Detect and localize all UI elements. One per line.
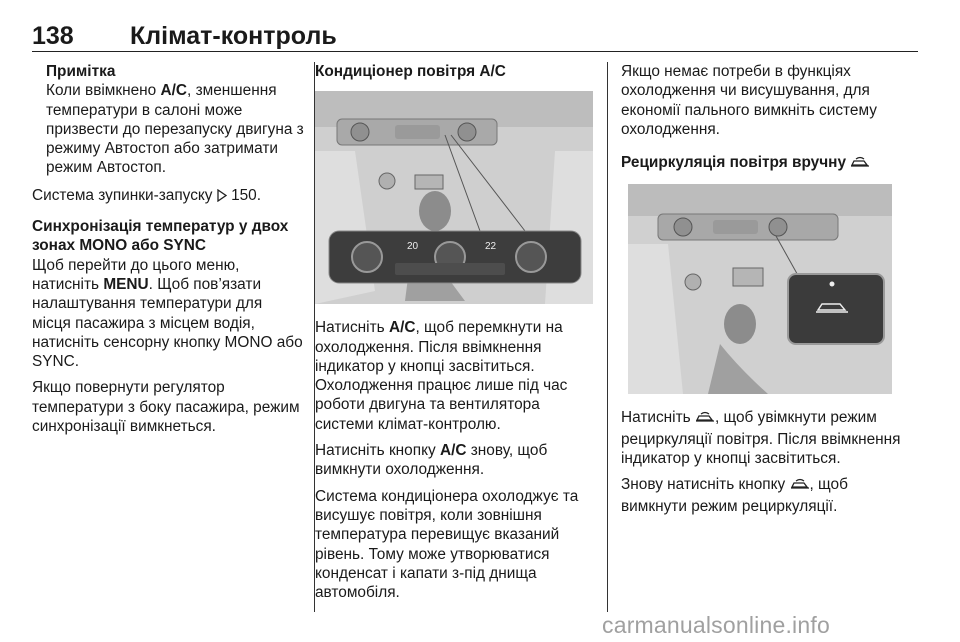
note-text	[46, 81, 304, 177]
sync-paragraph-2: Якщо повернути регулятор температури з боку пасажира, режим синхронізації вимкнеться.	[32, 379, 300, 436]
column-2	[315, 62, 595, 609]
recirc-heading	[621, 153, 911, 174]
page-number: 138	[32, 22, 74, 50]
ac-text-part: знову, щоб вимкнути охолодження.	[315, 442, 548, 479]
recirc-text-part: , щоб увімкнути режим рециркуляції повітря. Після ввімкнення індикатор у кнопці засвітиться.	[621, 409, 901, 468]
column-3	[621, 62, 911, 523]
ac-text-part: , щоб перемкнути на охолодження. Після ввімкнення індикатор у кнопці засвітиться. Охолодження працює лише під час роботи двигуна та вентилятора системи клімат-контролю.	[315, 319, 568, 433]
sync-text-part: . Щоб пов’язати налаштування температури для місця пасажира з місцем водія, натисніть сенсорну кнопку MONO або SYNC.	[32, 275, 303, 371]
triangle-ref-icon	[217, 188, 227, 207]
recirculation-car-icon	[695, 410, 715, 429]
column-divider-2	[607, 62, 608, 612]
ac-paragraph-2	[315, 441, 595, 480]
ac-control-panel-figure	[315, 91, 593, 304]
figure-temp-right: 22	[485, 241, 497, 253]
note-block	[32, 62, 304, 178]
recirculation-button-figure	[621, 184, 899, 394]
ac-paragraph-1	[315, 318, 595, 434]
recirc-heading-text: Рециркуляція повітря вручну	[621, 154, 847, 172]
note-text-part: Коли ввімкнено	[46, 82, 161, 100]
ac-text-part: Натисніть кнопку	[315, 442, 440, 460]
ac-text-part: Натисніть	[315, 319, 389, 337]
note-text-part: , зменшення температури в салоні може призвести до перезапуску двигуна з режиму Автостоп або затримати режим Автостоп.	[46, 82, 304, 177]
recirc-paragraph-2	[621, 475, 911, 516]
watermark: carmanualsonline.info	[602, 612, 830, 638]
recirc-text-part: , щоб вимкнути режим рециркуляції.	[621, 476, 848, 515]
ac-label: A/C	[160, 82, 188, 100]
header-rule	[32, 51, 918, 52]
column-1	[32, 62, 304, 443]
recirc-paragraph-1	[621, 408, 911, 468]
recirc-text-part: Натисніть	[621, 409, 695, 427]
page-header	[32, 22, 918, 54]
ac-label: A/C	[388, 319, 416, 337]
stopstart-ref	[32, 186, 304, 207]
sync-heading: Синхронізація температур у двох зонах MONO або SYNC	[32, 218, 289, 255]
stopstart-page[interactable]: 150.	[231, 186, 262, 204]
ac-heading: Кондиціонер повітря A/C	[315, 63, 506, 80]
ac-paragraph-3: Система кондиціонера охолоджує та висушує повітря, коли зовнішня температура перевищує вказаний рівень. Тому може утворюватися конденсат і капати з-під днища автомобіля.	[315, 487, 579, 602]
ac-label: A/C	[439, 442, 467, 460]
sync-text-part: Щоб перейти до цього меню, натисніть	[32, 256, 240, 293]
chapter-title: Клімат-контроль	[130, 22, 337, 50]
cooling-paragraph: Якщо немає потреби в функціях охолодження чи висушування, для економії пального вимкніть систему охолодження.	[621, 63, 877, 138]
note-title: Примітка	[46, 63, 116, 80]
menu-label: MENU	[103, 275, 149, 293]
sync-paragraph-1	[32, 256, 304, 372]
recirc-text-part: Знову натисніть кнопку	[621, 476, 790, 494]
recirculation-car-icon	[850, 155, 870, 174]
stopstart-text: Система зупинки-запуску	[32, 186, 217, 204]
figure-temp-left: 20	[407, 241, 419, 253]
recirculation-car-icon	[790, 477, 810, 496]
